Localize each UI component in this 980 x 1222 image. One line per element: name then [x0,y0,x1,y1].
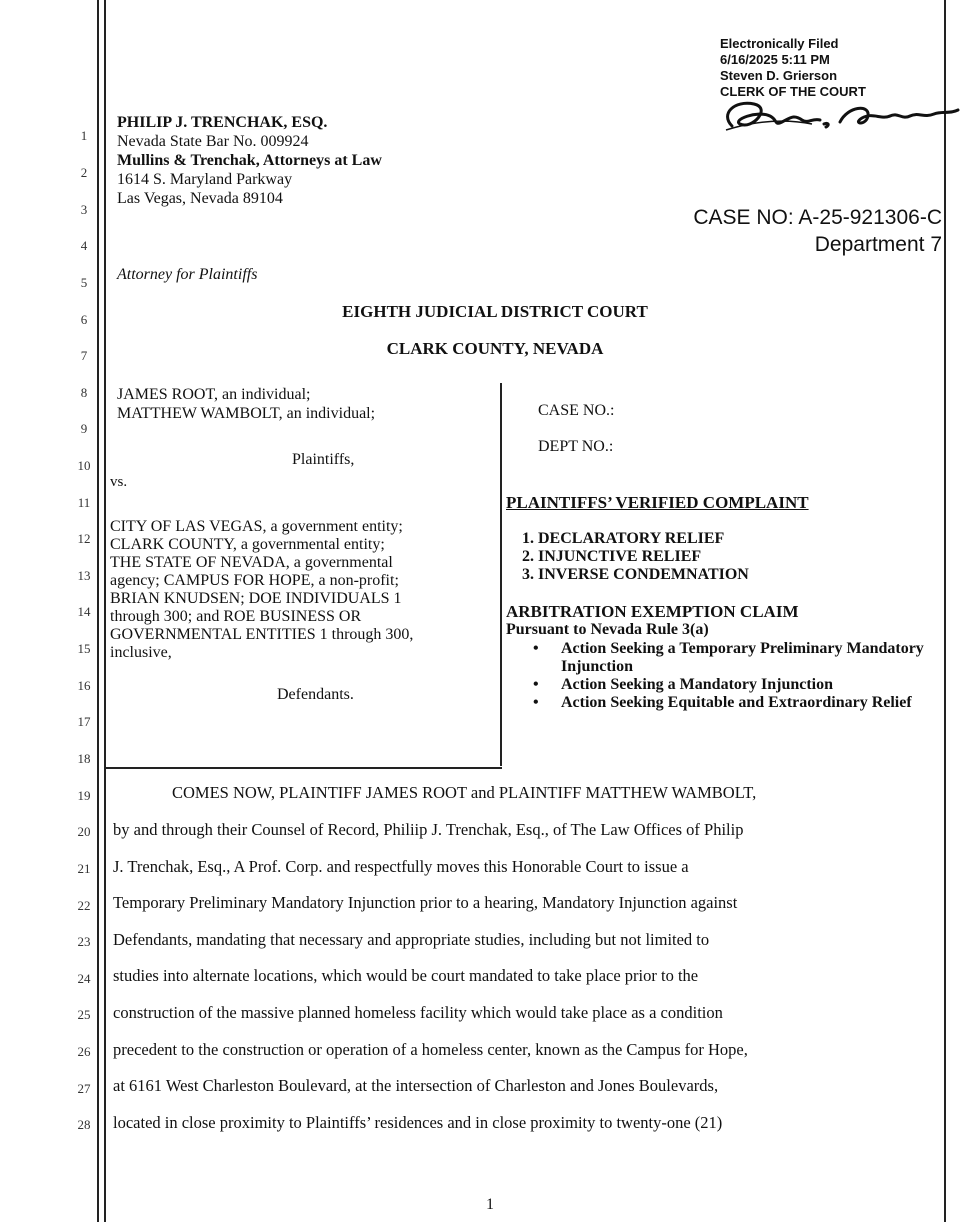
line-number: 2 [80,165,88,180]
line-number: 10 [77,458,91,473]
line-number: 25 [77,1007,91,1022]
defendants-label: Defendants. [277,686,354,703]
line-number: 13 [77,568,91,583]
line-number: 20 [77,824,91,839]
attorney-firm: Mullins & Trenchak, Attorneys at Law [117,152,382,169]
page-number: 1 [486,1196,494,1213]
right-margin-rule [944,0,946,1222]
left-margin-rule [97,0,99,1222]
body-line: precedent to the construction or operation of a homeless center, known as the Campus for Hope, [113,1040,748,1059]
caption-bottom-rule [104,767,502,769]
line-number: 17 [77,714,91,729]
claim: 3. INVERSE CONDEMNATION [522,566,749,583]
line-number: 6 [80,312,88,327]
plaintiffs-label: Plaintiffs, [292,451,355,468]
attorney-block [117,113,382,208]
case-no-label: CASE NO.: [538,402,615,419]
complaint-title: PLAINTIFFS’ VERIFIED COMPLAINT [506,493,809,512]
stamp-filed: Electronically Filed [720,36,839,51]
case-number-stamp [693,204,942,258]
department: Department 7 [814,233,942,256]
attorney-address-line1: 1614 S. Maryland Parkway [117,171,293,188]
plaintiff: MATTHEW WAMBOLT, an individual; [117,405,376,422]
case-number: CASE NO: A-25-921306-C [693,206,942,229]
filing-stamp [720,36,866,100]
defendant-line: inclusive, [110,644,172,661]
body-line: at 6161 West Charleston Boulevard, at the intersection of Charleston and Jones Boulevards, [113,1076,719,1095]
dept-no-label: DEPT NO.: [538,438,614,455]
line-number: 19 [77,788,91,803]
defendant-line: agency; CAMPUS FOR HOPE, a non-profit; [110,572,399,589]
defendant-line: CITY OF LAS VEGAS, a government entity; [110,518,403,535]
defendant-line: THE STATE OF NEVADA, a governmental [110,554,393,571]
body-line: located in close proximity to Plaintiffs’ residences and in close proximity to twenty-one (21) [113,1113,723,1132]
line-number: 14 [77,604,91,619]
plaintiffs-list [117,385,375,423]
attorney-name: PHILIP J. TRENCHAK, ESQ. [117,114,328,131]
claim: 1. DECLARATORY RELIEF [522,530,725,547]
exemption-bullet: • Action Seeking a Mandatory Injunction [530,676,941,694]
exemption-bullet: • Action Seeking Equitable and Extraordinary Relief [530,694,941,712]
line-number: 9 [80,421,88,436]
body-line: Temporary Preliminary Mandatory Injunction prior to a hearing, Mandatory Injunction against [113,893,738,912]
defendant-line: CLARK COUNTY, a governmental entity; [110,536,385,553]
stamp-clerk-title: CLERK OF THE COURT [720,84,866,99]
line-number: 23 [77,934,91,949]
body-line: by and through their Counsel of Record, Philiip J. Trenchak, Esq., of The Law Offices of Philip [113,820,744,839]
arbitration-title: ARBITRATION EXEMPTION CLAIM [506,602,799,621]
court-name: EIGHTH JUDICIAL DISTRICT COURT [342,302,648,321]
attorney-for: Attorney for Plaintiffs [117,266,258,283]
exemption-bullet: • Action Seeking a Temporary Preliminary Mandatory Injunction [530,640,941,676]
line-number: 8 [80,385,88,400]
attorney-bar-number: Nevada State Bar No. 009924 [117,133,309,150]
line-number: 28 [77,1117,91,1132]
versus: vs. [110,474,128,490]
court-county: CLARK COUNTY, NEVADA [386,339,604,358]
defendant-line: BRIAN KNUDSEN; DOE INDIVIDUALS 1 [110,590,402,607]
plaintiff: JAMES ROOT, an individual; [117,386,311,403]
line-number: 4 [80,238,88,253]
body-line: J. Trenchak, Esq., A Prof. Corp. and respectfully moves this Honorable Court to issue a [113,857,689,876]
body-line: COMES NOW, PLAINTIFF JAMES ROOT and PLAINTIFF MATTHEW WAMBOLT, [172,783,757,802]
clerk-signature [712,94,962,144]
attorney-address-line2: Las Vegas, Nevada 89104 [117,190,283,207]
line-number: 5 [80,275,88,290]
claims-list [522,530,749,584]
line-number: 21 [77,861,91,876]
line-number: 22 [77,898,91,913]
line-number: 18 [77,751,91,766]
arbitration-subtitle: Pursuant to Nevada Rule 3(a) [506,621,709,638]
claim: 2. INJUNCTIVE RELIEF [522,548,702,565]
line-number: 1 [80,128,88,143]
caption-divider [500,383,502,766]
line-number: 26 [77,1044,91,1059]
body-line: construction of the massive planned homeless facility which would take place as a condition [113,1003,723,1022]
left-margin-rule-inner [104,0,106,1222]
defendants-list [110,518,490,662]
stamp-clerk-name: Steven D. Grierson [720,68,838,83]
exemption-bullets [530,640,941,712]
line-number: 12 [77,531,91,546]
line-number: 27 [77,1081,91,1096]
line-number: 3 [80,202,88,217]
line-number: 16 [77,678,91,693]
line-number: 24 [77,971,91,986]
line-number: 11 [77,495,91,510]
stamp-datetime: 6/16/2025 5:11 PM [720,52,830,67]
body-line: Defendants, mandating that necessary and appropriate studies, including but not limited to [113,930,710,949]
defendant-line: GOVERNMENTAL ENTITIES 1 through 300, [110,626,414,643]
line-number: 15 [77,641,91,656]
defendant-line: through 300; and ROE BUSINESS OR [110,608,362,625]
line-number: 7 [80,348,88,363]
body-line: studies into alternate locations, which would be court mandated to take place prior to the [113,966,699,985]
